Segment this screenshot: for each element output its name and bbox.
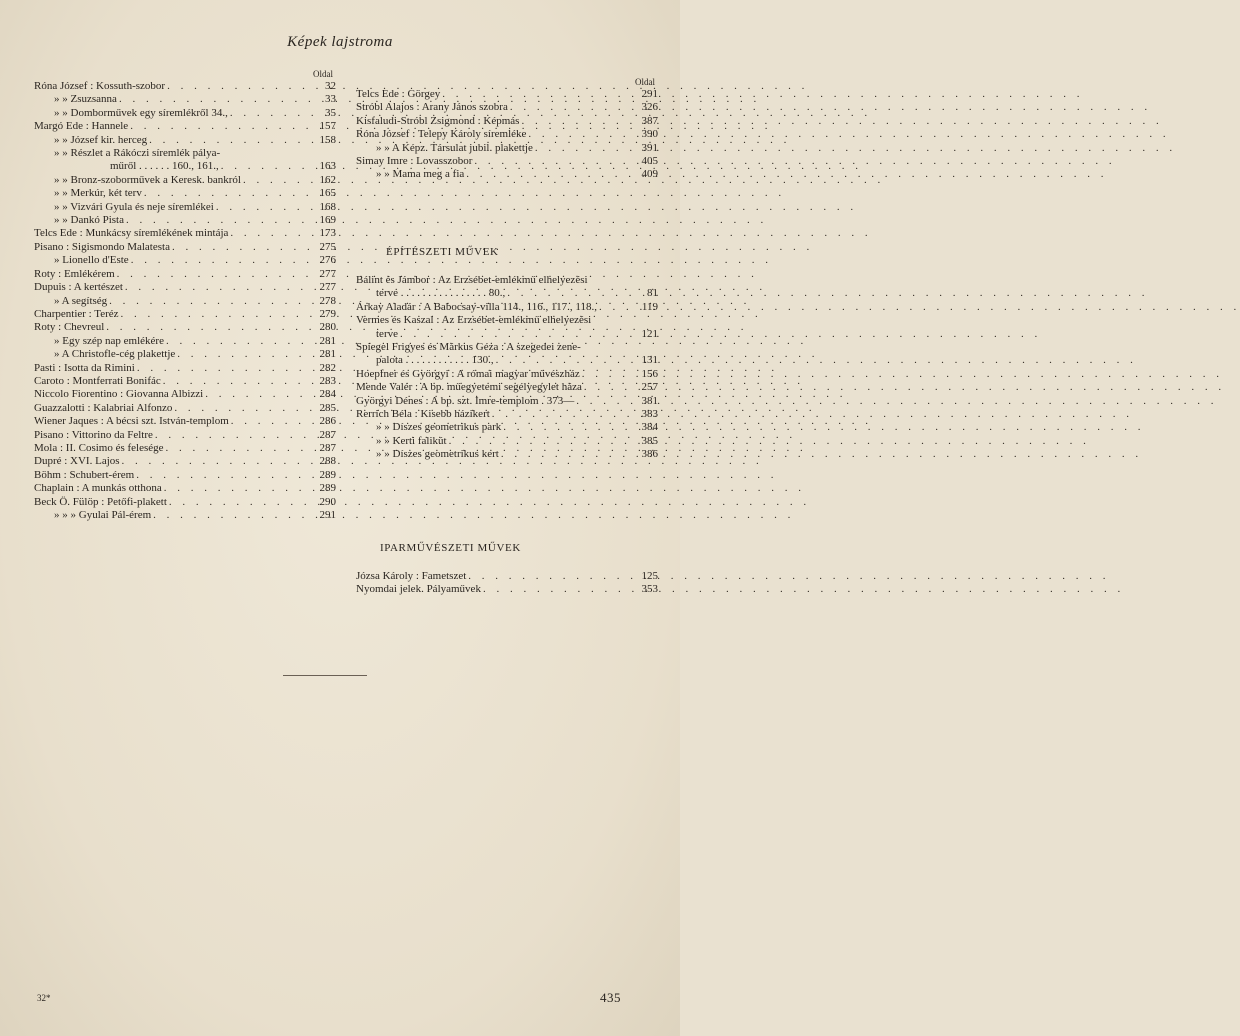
dot-leader — [129, 254, 312, 267]
index-entry — [34, 429, 336, 442]
entry-text: Rerrich Béla : Kisebb házikert — [356, 408, 490, 421]
index-entry — [34, 335, 336, 348]
entry-page-number: 165 — [319, 187, 336, 200]
entry-page-number: 409 — [641, 168, 658, 181]
dot-leader — [124, 214, 312, 227]
entry-page-number: 282 — [319, 361, 336, 374]
dot-leader — [533, 142, 634, 155]
entry-text: Spiegel Frigyes és Márkus Géza : A szegedei zene- — [356, 341, 581, 354]
entry-text: Guazzalotti : Kalabriai Alfonzo — [34, 401, 173, 414]
dot-leader — [119, 308, 312, 321]
dot-leader — [494, 354, 634, 367]
entry-page-number: 168 — [319, 200, 336, 213]
entry-page-number: 383 — [641, 408, 658, 421]
entry-text: » » » Gyulai Pál-érem — [54, 509, 152, 521]
entry-page-number: 326 — [641, 101, 658, 114]
entry-page-number: 387 — [641, 114, 658, 127]
entry-page-number: 119 — [641, 300, 658, 313]
dot-leader — [580, 368, 634, 381]
dot-leader — [117, 93, 312, 106]
epiteszeti-column — [356, 274, 658, 462]
entry-text: » » Díszes geometrikus kert — [376, 448, 499, 461]
entry-text: műről . . . . . . 160., 161., — [110, 160, 219, 173]
index-entry — [34, 295, 336, 308]
index-entry — [34, 348, 336, 361]
index-entry — [34, 268, 336, 281]
index-entry — [356, 354, 658, 367]
entry-text: » » Dankó Pista — [54, 214, 124, 227]
entry-page-number: 386 — [641, 448, 658, 461]
entry-page-number: 286 — [319, 415, 336, 428]
dot-leader — [499, 448, 634, 461]
index-entry — [34, 214, 336, 227]
entry-text: » Egy szép nap emlékére — [54, 334, 164, 347]
index-entry — [34, 482, 336, 495]
index-entry — [356, 421, 658, 434]
index-entry — [34, 375, 336, 388]
index-entry — [34, 160, 336, 173]
dot-leader — [134, 469, 312, 482]
dot-leader — [228, 107, 312, 120]
index-entry — [34, 388, 336, 401]
entry-text: terve — [376, 327, 398, 340]
entry-text: Stróbl Alajos : Arany János szobra — [356, 101, 508, 114]
entry-page-number: 391 — [641, 141, 658, 154]
index-entry — [34, 107, 336, 120]
index-entry — [34, 254, 336, 267]
entry-text: » » A Képz. Társulat jubil. plakettje — [376, 141, 533, 154]
dot-leader — [526, 128, 634, 141]
entry-page-number: 276 — [319, 254, 336, 267]
index-entry — [356, 274, 658, 287]
dot-leader — [128, 120, 312, 133]
entry-page-number: 390 — [641, 128, 658, 141]
entry-page-number: 288 — [319, 455, 336, 468]
entry-page-number: 291 — [319, 509, 336, 521]
entry-page-number: 163 — [319, 160, 336, 173]
section-heading-iparmuveszeti: IPARMŰVÉSZETI MŰVEK — [380, 542, 521, 554]
dot-leader — [164, 335, 312, 348]
index-entry — [356, 88, 658, 101]
index-entry — [356, 570, 658, 583]
dot-leader — [481, 583, 634, 596]
entry-text: Józsa Károly : Fametszet — [356, 570, 467, 582]
dot-leader — [135, 362, 312, 375]
index-entry — [356, 408, 658, 421]
index-entry — [356, 395, 658, 408]
entry-page-number: 287 — [319, 428, 336, 441]
entry-page-number: 33 — [325, 93, 336, 106]
index-entry — [356, 368, 658, 381]
entry-text: Dupuis : A kertészet — [34, 281, 123, 294]
entry-text: » » Bronz-szoborművek a Keresk. bankról — [54, 173, 241, 186]
entry-text: Niccolo Fiorentino : Giovanna Albizzi — [34, 388, 204, 401]
dot-leader — [398, 328, 634, 341]
entry-page-number: 173 — [319, 227, 336, 240]
entry-page-number: 32 — [325, 80, 336, 92]
index-entry — [34, 509, 336, 522]
index-entry — [356, 314, 658, 327]
index-entry — [34, 308, 336, 321]
entry-page-number: 285 — [319, 401, 336, 414]
entry-page-number: 158 — [319, 133, 336, 146]
entry-text: Árkay Aladár : A Babocsay-villa 114., 116., 117., 118., — [356, 300, 597, 313]
dot-leader — [466, 570, 634, 583]
entry-page-number: 353 — [641, 583, 658, 596]
entry-text: Dupré : XVI. Lajos — [34, 455, 120, 468]
entry-text: Mola : II. Cosimo és felesége — [34, 441, 164, 454]
dot-leader — [501, 421, 634, 434]
entry-page-number: 157 — [319, 120, 336, 133]
dot-leader — [490, 408, 634, 421]
entry-text: terve . . . . . . . . . . . . . . . . 80., — [376, 287, 506, 300]
entry-page-number: 257 — [641, 381, 658, 394]
dot-leader — [151, 509, 312, 522]
iparmuveszeti-entry-list — [356, 570, 658, 597]
index-entry — [34, 442, 336, 455]
left-column — [34, 68, 336, 522]
entry-page-number: 277 — [319, 267, 336, 280]
entry-page-number: 287 — [319, 441, 336, 454]
index-entry — [34, 187, 336, 200]
signature-mark: 32* — [37, 993, 51, 1003]
index-entry — [34, 120, 336, 133]
dot-leader — [440, 88, 634, 101]
entry-text: » » Részlet a Rákóczi síremlék pálya- — [54, 147, 221, 160]
entry-text: Róna József : Kossuth-szobor — [34, 80, 166, 92]
entry-page-number: 381 — [641, 394, 658, 407]
entry-text: Roty : Chevreul — [34, 321, 105, 334]
dot-leader — [123, 281, 312, 294]
dot-leader — [582, 381, 634, 394]
entry-text: Vermes és Kaszal : Az Erzsébet-emlékmű elhelyezési — [356, 314, 592, 327]
index-entry — [356, 168, 658, 181]
entry-text: Mende Valér : A bp. műegyetemi segélyegylet háza — [356, 381, 582, 394]
dot-leader — [472, 155, 634, 168]
entry-page-number: 279 — [319, 307, 336, 320]
index-entry — [356, 301, 658, 314]
index-entry — [356, 287, 658, 300]
index-entry — [34, 201, 336, 214]
entry-text: » » Vizvári Gyula és neje síremlékei — [54, 200, 214, 213]
entry-page-number: 384 — [641, 421, 658, 434]
entry-page-number: 385 — [641, 434, 658, 447]
entry-text: Chaplain : A munkás otthona — [34, 482, 162, 495]
dot-leader — [161, 375, 312, 388]
right-column — [356, 76, 658, 182]
index-entry — [34, 241, 336, 254]
index-entry — [34, 147, 336, 160]
dot-leader — [172, 402, 312, 415]
dot-leader — [228, 227, 312, 240]
dot-leader — [107, 295, 312, 308]
index-entry — [356, 341, 658, 354]
entry-text: » Lionello d'Este — [54, 254, 129, 267]
dot-leader — [162, 482, 312, 495]
dot-leader — [574, 395, 634, 408]
entry-page-number: 281 — [319, 348, 336, 361]
dot-leader — [175, 348, 312, 361]
entry-page-number: 291 — [641, 88, 658, 100]
entry-text: Caroto : Montferrati Bonifác — [34, 374, 161, 387]
entry-text: » A Christofle-cég plakettje — [54, 348, 176, 361]
section-heading-epiteszeti: ÉPÍTÉSZETI MŰVEK — [386, 246, 499, 258]
page-number: 435 — [600, 990, 621, 1005]
entry-text: Hoepfner és Györgyi : A római magyar művészház — [356, 367, 580, 380]
index-entry — [356, 448, 658, 461]
entry-page-number: 289 — [319, 468, 336, 481]
index-entry — [356, 101, 658, 114]
entry-text: Beck Ö. Fülöp : Petőfi-plakett — [34, 495, 167, 508]
entry-text: Wiener Jaques : A bécsi szt. István-templom — [34, 415, 229, 428]
dot-leader — [170, 241, 312, 254]
index-entry — [34, 496, 336, 509]
entry-page-number: 81 — [647, 287, 658, 300]
dot-leader — [203, 388, 312, 401]
epiteszeti-entry-list — [356, 274, 658, 462]
dot-leader — [115, 268, 312, 281]
dot-leader — [508, 101, 634, 114]
entry-text: Telcs Ede : Munkácsy síremlékének mintája — [34, 227, 229, 240]
iparmuveszeti-column — [356, 570, 658, 597]
entry-text: Róna József : Telepy Károly síremléke — [356, 128, 527, 141]
entry-page-number: 281 — [319, 334, 336, 347]
divider-rule — [283, 675, 367, 676]
entry-page-number: 290 — [319, 495, 336, 508]
entry-page-number: 278 — [319, 294, 336, 307]
entry-page-number: 277 — [319, 281, 336, 294]
entry-text: Bálint és Jámbor : Az Erzsébet-emlékmű elhelyezési — [356, 274, 588, 286]
index-entry — [34, 415, 336, 428]
index-entry — [34, 469, 336, 482]
entry-text: » » Kerti falikút — [376, 434, 447, 447]
entry-page-number: 405 — [641, 155, 658, 168]
entry-text: Roty : Emlékérem — [34, 267, 115, 280]
index-entry — [34, 281, 336, 294]
oldal-label-left: Oldal — [313, 69, 333, 79]
entry-text: Pasti : Isotta da Rimini — [34, 361, 135, 374]
entry-text: » » Díszes geometrikus park — [376, 421, 502, 434]
oldal-label-right: Oldal — [635, 77, 655, 87]
dot-leader — [165, 80, 312, 93]
index-entry — [34, 93, 336, 106]
index-entry — [356, 155, 658, 168]
dot-leader — [505, 287, 634, 300]
entry-text: Pisano : Vittorino da Feltre — [34, 428, 153, 441]
entry-text: » » Merkúr, két terv — [54, 187, 142, 200]
entry-text: Kisfaludi-Stróbl Zsigmond : Képmás — [356, 114, 520, 127]
entry-page-number: 131 — [641, 354, 658, 367]
entry-page-number: 280 — [319, 321, 336, 334]
index-entry — [356, 328, 658, 341]
dot-leader — [147, 134, 312, 147]
dot-leader — [167, 496, 312, 509]
index-entry — [356, 381, 658, 394]
entry-page-number: 162 — [319, 173, 336, 186]
entry-text: Böhm : Schubert-érem — [34, 468, 135, 481]
index-entry — [356, 115, 658, 128]
entry-text: » » Zsuzsanna — [54, 93, 117, 106]
dot-leader — [597, 301, 634, 314]
entry-page-number: 125 — [641, 570, 658, 582]
entry-text: Charpentier : Teréz — [34, 307, 119, 320]
entry-text: Pisano : Sigismondo Malatesta — [34, 240, 170, 253]
dot-leader — [164, 442, 312, 455]
dot-leader — [447, 435, 634, 448]
entry-page-number: 169 — [319, 214, 336, 227]
index-entry — [34, 321, 336, 334]
entry-page-number: 35 — [325, 106, 336, 119]
dot-leader — [464, 168, 634, 181]
entry-text: Simay Imre : Lovasszobor — [356, 155, 473, 168]
index-entry — [34, 227, 336, 240]
entry-page-number: 275 — [319, 240, 336, 253]
entry-text: Margó Ede : Hannele — [34, 120, 129, 133]
entry-text: » » József kir. herceg — [54, 133, 148, 146]
entry-text: Nyomdai jelek. Pályaművek — [356, 583, 481, 596]
dot-leader — [519, 115, 634, 128]
dot-leader — [142, 187, 312, 200]
entry-page-number: 283 — [319, 374, 336, 387]
index-entry — [34, 455, 336, 468]
entry-page-number: 121 — [641, 327, 658, 340]
left-entry-list — [34, 80, 336, 522]
index-entry — [356, 435, 658, 448]
dot-leader — [153, 429, 312, 442]
index-entry — [34, 80, 336, 93]
entry-text: » » Mama meg a fia — [376, 168, 465, 181]
index-entry — [34, 402, 336, 415]
right-top-entry-list — [356, 88, 658, 182]
index-entry — [34, 362, 336, 375]
index-entry — [356, 128, 658, 141]
entry-page-number: 284 — [319, 388, 336, 401]
entry-text: Telcs Ede : Görgey — [356, 88, 441, 100]
entry-text: Györgyi Dénes : A bp. szt. Imre-templom . 373— — [356, 394, 575, 407]
entry-text: palota . . . . . . . . . . . . 130., — [376, 354, 494, 367]
entry-page-number: 289 — [319, 482, 336, 495]
dot-leader — [120, 455, 312, 468]
index-entry — [34, 174, 336, 187]
dot-leader — [214, 201, 312, 214]
dot-leader — [241, 174, 312, 187]
index-entry — [34, 134, 336, 147]
dot-leader — [219, 160, 312, 173]
page-title: Képek lajstroma — [287, 34, 393, 50]
index-entry — [356, 583, 658, 596]
index-entry — [356, 142, 658, 155]
dot-leader — [104, 321, 312, 334]
dot-leader — [229, 415, 312, 428]
entry-page-number: 156 — [641, 367, 658, 380]
entry-text: » A segítség — [54, 294, 108, 307]
entry-text: » » Domborművek egy síremlékről 34., — [54, 106, 228, 119]
